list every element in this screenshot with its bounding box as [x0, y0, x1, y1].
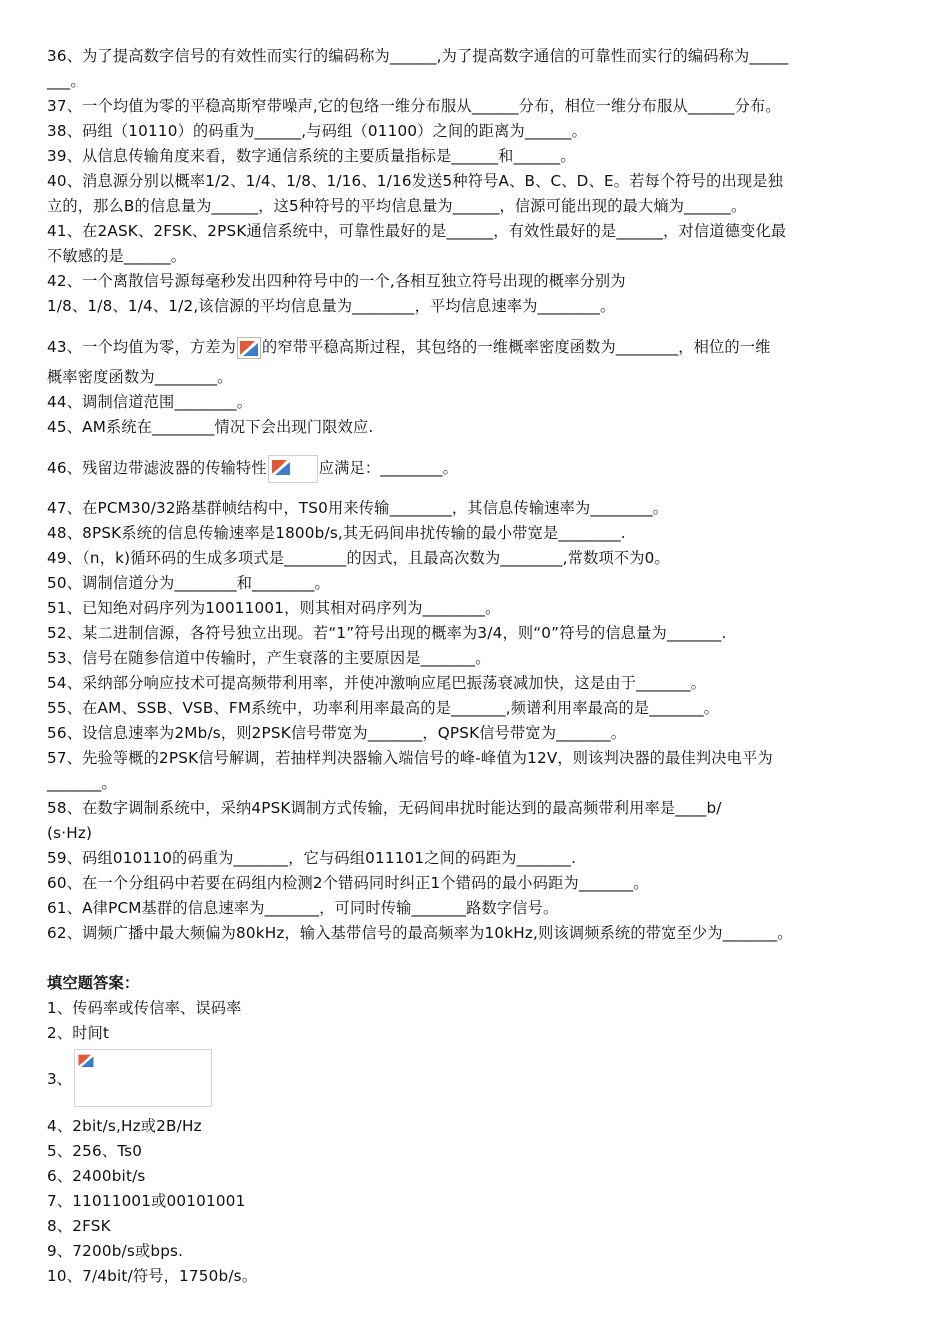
question-42-line1: 42、一个离散信号源每毫秒发出四种符号中的一个,各相互独立符号出现的概率分别为	[47, 272, 626, 290]
question-42-line2: 1/8、1/8、1/4、1/2,该信源的平均信息量为________，平均信息速率为________。	[47, 297, 616, 315]
question-43-suffix: 的窄带平稳高斯过程，其包络的一维概率密度函数为________，相位的一维	[262, 338, 771, 356]
question-51: 51、已知绝对码序列为10011001，则其相对码序列为________。	[47, 599, 501, 617]
broken-image-icon	[237, 337, 261, 359]
question-40-line2: 立的，那么B的信息量为______，这5种符号的平均信息量为______，信源可能出现的最大熵为______。	[47, 197, 747, 215]
answer-3-image-frame	[74, 1049, 212, 1107]
question-46-prefix: 46、残留边带滤波器的传输特性	[47, 459, 267, 477]
answer-10: 10、7/4bit/符号，1750b/s。	[47, 1267, 258, 1285]
answer-9: 9、7200b/s或bps.	[47, 1242, 184, 1260]
question-60: 60、在一个分组码中若要在码组内检测2个错码同时纠正1个错码的最小码距为_______。	[47, 874, 649, 892]
question-41-line2: 不敏感的是______。	[47, 247, 187, 265]
question-44: 44、调制信道范围________。	[47, 393, 253, 411]
question-45: 45、AM系统在________情况下会出现门限效应.	[47, 418, 374, 436]
answers-heading: 填空题答案：	[47, 974, 140, 992]
question-57-line2: _______。	[47, 774, 117, 792]
question-39: 39、从信息传输角度来看，数字通信系统的主要质量指标是______和______。	[47, 147, 576, 165]
question-50: 50、调制信道分为________和________。	[47, 574, 330, 592]
answer-3-label: 3、	[47, 1069, 72, 1088]
question-43-line1	[47, 329, 917, 365]
answer-2: 2、时间t	[47, 1024, 110, 1042]
answer-6: 6、2400bit/s	[47, 1167, 146, 1185]
answer-3	[47, 1046, 917, 1110]
question-47: 47、在PCM30/32路基群帧结构中，TS0用来传输________，其信息传输速率为________。	[47, 499, 669, 517]
question-41-line1: 41、在2ASK、2FSK、2PSK通信系统中，可靠性最好的是______，有效性最好的是______，对信道德变化最	[47, 222, 787, 240]
question-43-line2: 概率密度函数为________。	[47, 368, 233, 386]
question-62: 62、调频广播中最大频偏为80kHz，输入基带信号的最高频率为10kHz,则该调频系统的带宽至少为_______。	[47, 924, 793, 942]
question-40-line1: 40、消息源分别以概率1/2、1/4、1/8、1/16、1/16发送5种符号A、B、C、D、E。若每个符号的出现是独	[47, 172, 784, 190]
question-46-suffix: 应满足：________。	[318, 459, 459, 477]
answer-1: 1、传码率或传信率、误码率	[47, 999, 242, 1017]
answer-7: 7、11011001或00101001	[47, 1192, 246, 1210]
question-53: 53、信号在随参信道中传输时，产生衰落的主要原因是_______。	[47, 649, 491, 667]
question-56: 56、设信息速率为2Mb/s，则2PSK信号带宽为_______，QPSK信号带宽为_______。	[47, 724, 627, 742]
question-37: 37、一个均值为零的平稳高斯窄带噪声,它的包络一维分布服从______分布，相位一维分布服从______分布。	[47, 97, 781, 115]
question-38: 38、码组（10110）的码重为______,与码组（01100）之间的距离为______。	[47, 122, 588, 140]
question-58-line2: (s·Hz)	[47, 824, 93, 842]
question-61: 61、A律PCM基群的信息速率为_______，可同时传输_______路数字信号。	[47, 899, 559, 917]
question-36-line2: ___。	[47, 72, 86, 90]
question-59: 59、码组010110的码重为_______，它与码组011101之间的码距为_______.	[47, 849, 577, 867]
answer-4: 4、2bit/s,Hz或2B/Hz	[47, 1117, 202, 1135]
question-46	[47, 450, 917, 486]
broken-image-icon	[268, 455, 318, 483]
question-43-prefix: 43、一个均值为零，方差为	[47, 338, 236, 356]
question-57-line1: 57、先验等概的2PSK信号解调，若抽样判决器输入端信号的峰-峰值为12V，则该判决器的最佳判决电平为	[47, 749, 773, 767]
question-49: 49、（n，k)循环码的生成多项式是________的因式，且最高次数为________,常数项不为0。	[47, 549, 670, 567]
question-55: 55、在AM、SSB、VSB、FM系统中，功率利用率最高的是_______,频谱利用率最高的是_______。	[47, 699, 720, 717]
answer-5: 5、256、Ts0	[47, 1142, 143, 1160]
answer-8: 8、2FSK	[47, 1217, 111, 1235]
question-58-line1: 58、在数字调制系统中，采纳4PSK调制方式传输，无码间串扰时能达到的最高频带利用率是____b/	[47, 799, 722, 817]
document-page	[47, 44, 917, 1289]
question-52: 52、某二进制信源，各符号独立出现。若“1”符号出现的概率为3/4，则“0”符号的信息量为_______.	[47, 624, 727, 642]
broken-image-icon	[76, 1051, 96, 1070]
question-36-line1: 36、为了提高数字信号的有效性而实行的编码称为______,为了提高数字通信的可靠性而实行的编码称为_____	[47, 47, 789, 65]
question-54: 54、采纳部分响应技术可提高频带利用率，并使冲激响应尾巴振荡衰减加快，这是由于_______。	[47, 674, 707, 692]
question-48: 48、8PSK系统的信息传输速率是1800b/s,其无码间串扰传输的最小带宽是________.	[47, 524, 626, 542]
